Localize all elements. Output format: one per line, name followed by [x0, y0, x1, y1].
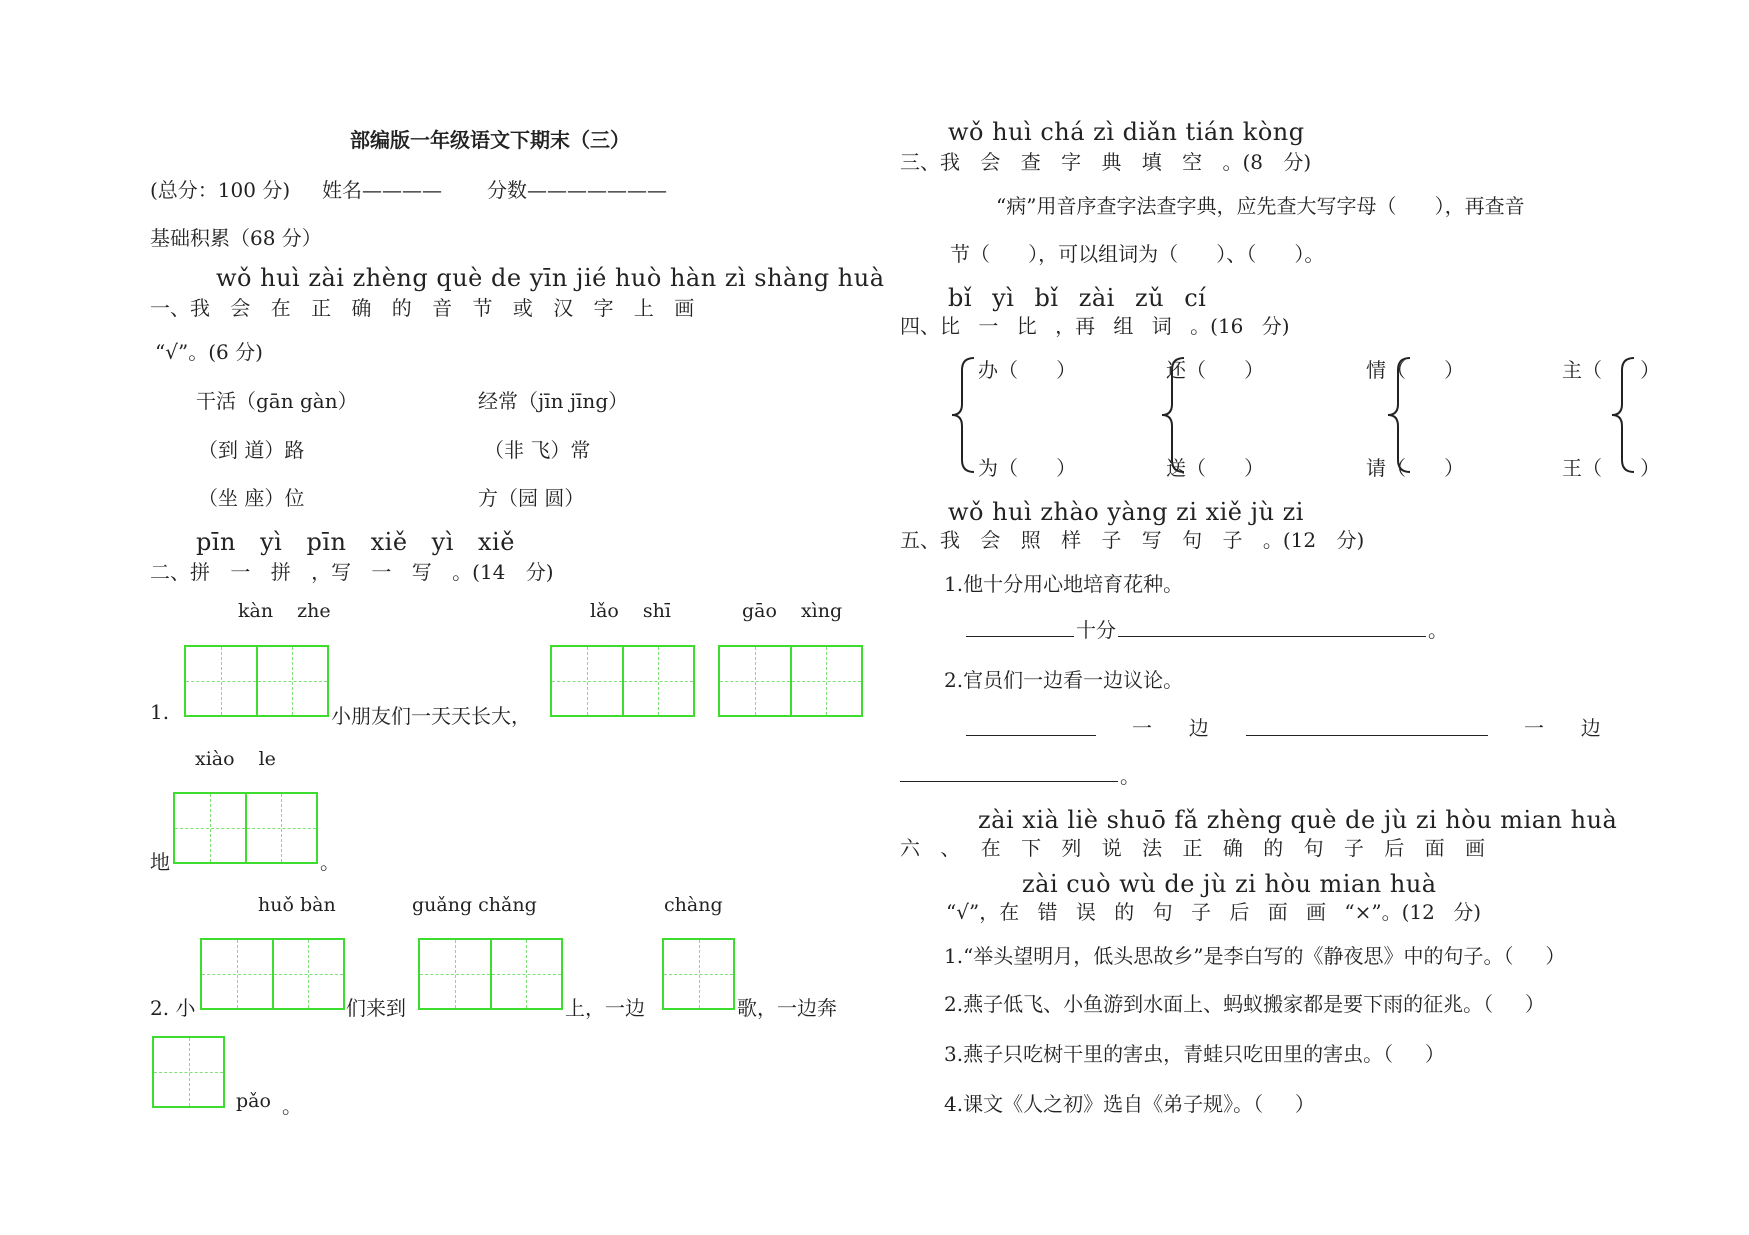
q1-item-6[interactable]: 方（园 圆）	[478, 486, 585, 510]
total-score: (总分：100 分)	[150, 178, 291, 202]
answer-line[interactable]	[900, 781, 1118, 782]
q5-word-1: 一 边	[1132, 716, 1209, 740]
q6-label-1: 六 、 在 下 列 说 法 正 确 的 句 子 后 面 画	[900, 836, 1486, 860]
q2-s1-pinyin-3: gāo xìng	[742, 600, 843, 622]
q4-pair-2-bottom[interactable]: 送（ ）	[1166, 456, 1265, 480]
q5-fill-word: 十分	[1076, 618, 1116, 642]
answer-line[interactable]	[966, 735, 1096, 736]
q1-item-3[interactable]: （到 道）路	[198, 438, 305, 462]
q2-s2-mid3: 歌，一边奔	[737, 996, 837, 1020]
q2-label: 二、拼 一 拼 ，写 一 写 。(14 分)	[150, 560, 554, 584]
q2-s2-pinyin-3: chàng	[664, 894, 723, 916]
q2-s1-pinyin-2: lǎo shī	[590, 600, 671, 622]
writing-grid[interactable]	[550, 645, 695, 717]
q1-item-4[interactable]: （非 飞）常	[484, 438, 591, 462]
q2-s2-mid2: 上，一边	[565, 996, 645, 1020]
q2-s2b-post: 。	[282, 1094, 302, 1118]
q4-pair-4-top[interactable]: 主（ ）	[1562, 358, 1661, 382]
q6-item-3[interactable]: 3.燕子只吃树干里的害虫，青蛙只吃田里的害虫。（ ）	[944, 1042, 1445, 1066]
q3-pinyin: wǒ huì chá zì diǎn tián kòng	[948, 118, 1305, 146]
q2-pinyin: pīn yì pīn xiě yì xiě	[196, 528, 515, 556]
q2-s2-pinyin-2: guǎng chǎng	[412, 894, 537, 916]
q1-label-check: “√”。(6 分)	[155, 340, 263, 364]
q4-pair-1-bottom[interactable]: 为（ ）	[978, 456, 1077, 480]
q5-label: 五、我 会 照 样 子 写 句 子 。(12 分)	[900, 528, 1365, 552]
q2-s1b-pre: 地	[150, 850, 170, 874]
q5-word-2: 一 边	[1524, 716, 1601, 740]
q2-s1-num: 1.	[150, 700, 170, 724]
q2-s1-pinyin-1: kàn zhe	[238, 600, 331, 622]
answer-line[interactable]	[1118, 636, 1426, 637]
q6-pinyin-1: zài xià liè shuō fǎ zhèng què de jù zi hòu mian huà	[978, 806, 1618, 834]
score-field[interactable]: 分数———————	[487, 178, 667, 202]
answer-line[interactable]	[966, 636, 1074, 637]
q6-item-2[interactable]: 2.燕子低飞、小鱼游到水面上、蚂蚁搬家都是要下雨的征兆。（ ）	[944, 992, 1545, 1016]
name-field[interactable]: 姓名————	[322, 178, 442, 202]
section-basics: 基础积累（68 分）	[150, 226, 322, 250]
q2-s2-pinyin-1: huǒ bàn	[258, 894, 336, 916]
q5-ex1-end: 。	[1428, 618, 1448, 642]
q4-pair-3-bottom[interactable]: 请（ ）	[1366, 456, 1465, 480]
q5-example-2: 2.官员们一边看一边议论。	[944, 668, 1184, 692]
q3-label: 三、我 会 查 字 典 填 空 。(8 分)	[900, 150, 1312, 174]
writing-grid[interactable]	[662, 938, 735, 1010]
q3-line1: “病”用音序查字法查字典，应先查大写字母（ ），再查音	[996, 194, 1525, 218]
q1-label: 一、我 会 在 正 确 的 音 节 或 汉 字 上 画	[150, 296, 695, 320]
answer-line[interactable]	[1246, 735, 1488, 736]
q2-s2b-pinyin: pǎo	[236, 1090, 271, 1112]
q1-item-1[interactable]: 干活（gān gàn）	[196, 389, 358, 413]
q1-pinyin: wǒ huì zài zhèng què de yīn jié huò hàn zì shàng huà	[216, 264, 885, 292]
q6-pinyin-2: zài cuò wù de jù zi hòu mian huà	[1022, 870, 1437, 898]
q3-line2: 节（ ），可以组词为（ ）、（ ）。	[950, 242, 1325, 266]
q6-item-1[interactable]: 1.“举头望明月，低头思故乡”是李白写的《静夜思》中的句子。（ ）	[944, 944, 1566, 968]
writing-grid[interactable]	[173, 792, 318, 864]
q2-s2-num: 2. 小	[150, 996, 196, 1020]
q1-item-5[interactable]: （坐 座）位	[198, 486, 305, 510]
writing-grid[interactable]	[718, 645, 863, 717]
q2-s1b-pinyin: xiào le	[195, 748, 276, 770]
writing-grid[interactable]	[184, 645, 329, 717]
page-title: 部编版一年级语文下期末（三）	[350, 128, 630, 152]
writing-grid[interactable]	[152, 1036, 225, 1108]
q2-s2-mid1: 们来到	[346, 996, 406, 1020]
q5-ex2-end: 。	[1120, 764, 1140, 788]
q5-pinyin: wǒ huì zhào yàng zi xiě jù zi	[948, 498, 1304, 526]
q4-pair-2-top[interactable]: 还（ ）	[1166, 358, 1265, 382]
q2-s1b-post: 。	[320, 850, 340, 874]
q4-pair-1-top[interactable]: 办（ ）	[978, 358, 1077, 382]
q4-pinyin: bǐ yì bǐ zài zǔ cí	[948, 284, 1207, 312]
brace-icon	[950, 356, 980, 474]
q4-pair-3-top[interactable]: 情（ ）	[1366, 358, 1465, 382]
q1-item-2[interactable]: 经常（jīn jīng）	[478, 389, 629, 413]
q6-item-4[interactable]: 4.课文《人之初》选自《弟子规》。（ ）	[944, 1092, 1315, 1116]
writing-grid[interactable]	[418, 938, 563, 1010]
q5-example-1: 1.他十分用心地培育花种。	[944, 572, 1184, 596]
q6-label-2: “√”，在 错 误 的 句 子 后 面 画 “×”。(12 分)	[946, 900, 1482, 924]
q2-s1-text: 小朋友们一天天长大，	[331, 704, 531, 728]
q4-pair-4-bottom[interactable]: 王（ ）	[1562, 456, 1661, 480]
writing-grid[interactable]	[200, 938, 345, 1010]
q4-label: 四、比 一 比 ，再 组 词 。(16 分)	[900, 314, 1290, 338]
